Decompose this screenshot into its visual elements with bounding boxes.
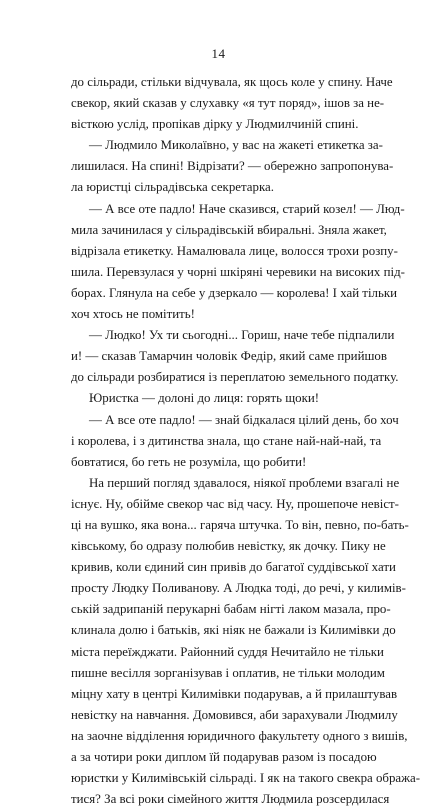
text-line: існує. Ну, обійме свекор час від часу. Ну, прошепоче невіст-	[71, 496, 399, 511]
page-number: 14	[211, 46, 226, 61]
text-line: — А все оте падло! Наче сказився, старий козел! — Люд-	[89, 201, 405, 216]
text-line: ській задрипаній перукарні бабам нігті лаком мазала, про-	[71, 602, 391, 617]
text-line: і королева, і з дитинства знала, що стане най-най-най, та	[71, 433, 382, 448]
text-line: мила зачинилася у сільрадівській вбиральні. Зняла жакет,	[71, 222, 387, 237]
text-line: до сільради, стільки відчувала, як щось коле у спину. Наче	[71, 75, 393, 89]
text-line: просту Людку Поливанову. А Людка тоді, до речі, у килимів-	[71, 581, 406, 596]
body-text	[71, 72, 421, 810]
text-line: шила. Перевзулася у чорні шкіряні черевики на високих під-	[71, 264, 405, 279]
text-line: невістку на навчання. Домовився, аби зарахували Людмилу	[71, 707, 398, 722]
text-line: На перший погляд здавалося, ніякої проблеми взагалі не	[89, 475, 400, 490]
text-line: клинала долю і батьків, які ніяк не бажали із Килимівки до	[71, 623, 396, 638]
text-line: ла юристці сільрадівська секретарка.	[71, 180, 274, 195]
text-line: а за чотири роки диплом їй подарував разом із посадою	[71, 750, 377, 764]
text-line: вісткою услід, пропікав дірку у Людмилчиній спині.	[71, 117, 359, 132]
text-line: хоч хтось не помітить!	[71, 307, 195, 322]
text-line: пишне весілля зорганізував і оплатив, не тільки молодим	[71, 665, 385, 680]
text-line: ці на вушко, яка вона... гаряча штучка. То він, певно, по-бать-	[71, 517, 409, 532]
text-line: до сільради розбиратися із переплатою земельного податку.	[71, 370, 399, 385]
text-line: міцну хату в центрі Килимівки подарував, а й прилаштував	[71, 686, 398, 701]
text-line: — Людко! Ух ти сьогодні... Гориш, наче тебе підпалили	[89, 328, 395, 343]
text-line: відрізала етикетку. Намалювала лице, волосся трохи розпу-	[71, 243, 398, 258]
text-line: Юристка — долоні до лиця: горять щоки!	[89, 391, 320, 406]
text-line: — Людмило Миколаївно, у вас на жакеті етикетка за-	[89, 138, 383, 153]
text-line: кривив, коли єдиний син привів до багатої суддівської хати	[71, 560, 396, 575]
text-line: — А все оте падло! — знай бідкалася цілий день, бо хоч	[89, 412, 399, 427]
text-line: свекор, який сказав у слухавку «я тут поряд», ішов за не-	[71, 96, 385, 111]
text-line: ківському, бо одразу полюбив невістку, як дочку. Пику не	[71, 539, 386, 554]
text-line: лишилася. На спині! Відрізати? — обережно запропонува-	[71, 159, 394, 174]
text-line: бовтатися, бо геть не розуміла, що робити!	[71, 454, 307, 469]
text-line: и! — сказав Тамарчин чоловік Федір, який саме прийшов	[71, 349, 387, 364]
text-line: тися? За всі роки сімейного життя Людмила розсердилася	[71, 792, 390, 807]
text-line: юристки у Килимівській сільраді. І як на такого свекра обража-	[71, 771, 421, 786]
text-line: міста переїжджати. Районний суддя Нечитайло не тільки	[71, 644, 384, 659]
text-line: на заочне відділення юридичного факультету одного з вишів,	[71, 728, 408, 743]
text-line: борах. Глянула на себе у дзеркало — королева! І хай тільки	[71, 285, 397, 300]
